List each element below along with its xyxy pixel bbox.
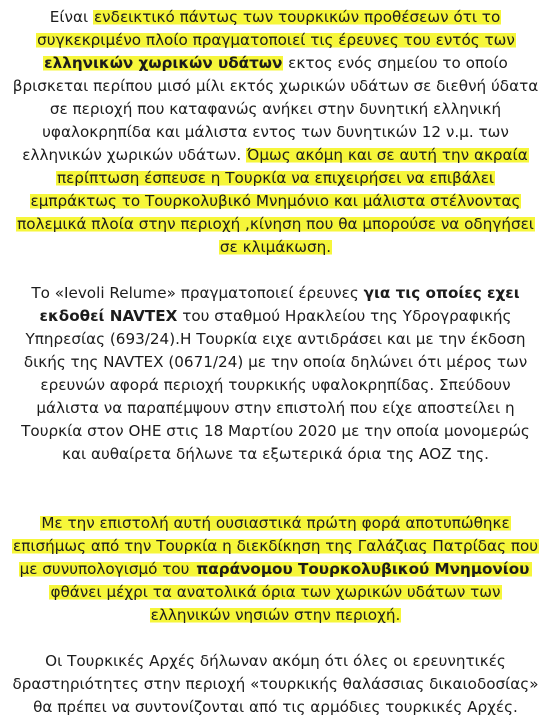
- paragraph-3: [12, 512, 539, 627]
- p1-highlight-2: Όμως ακόμη και σε αυτή την ακραία περίπτωση έσπευσε η Τουρκία να επιχειρήσει να επιβάλει εμπράκτως το Τουρκολυβικό Μνημόνιο και μάλιστα στέλνοντας πολεμικά πλοία στην περιοχή ,κίνηση που θα μπορούσε να οδηγήσει σε κλιμάκωση.: [17, 146, 534, 256]
- p3-highlight-bold: [195, 560, 530, 578]
- paragraph-2: [12, 282, 539, 466]
- p3-bold-text: παράνομου Τουρκολυβικού Μνημονίου: [196, 560, 530, 578]
- paragraph-4: [12, 650, 539, 719]
- p1-highlight-1: ενδεικτικό πάντως των τουρκικών προθέσεων ότι το συγκεκριμένο πλοίο πραγματοποιεί τις έρευνες του εντός των: [37, 8, 515, 49]
- p3-highlight-2: φθάνει μέχρι τα ανατολικά όρια των χωρικών υδάτων των ελληνικών νησιών στην περιοχή.: [49, 560, 532, 624]
- p2-text-rest: του σταθμού Ηρακλείου της Υδρογραφικής Υπηρεσίας (693/24).Η Τουρκία ειχε αντιδράσει και με την έκδοση δικής της NAVTEX (0671/24) με την οποία δηλώνει ότι μέρος των ερευνών αφορά περιοχή τουρκικής υφαλοκρηπίδας. Σπεύδουν μάλιστα να παραπέμψουν στην επιστολή που είχε αποστείλει η Τουρκία στον ΟΗΕ στις 18 Μαρτίου 2020 με την οποία μονομερώς και αυθαίρετα δήλωνε τα εξωτερικά όρια της ΑΟΖ της.: [21, 307, 530, 463]
- p1-text-start: Είναι: [49, 8, 93, 26]
- p1-bold-text: ελληνικών χωρικών υδάτων: [44, 54, 283, 72]
- p2-text-start: Το «Ievoli Relume» πραγματοποιεί έρευνες: [31, 284, 364, 302]
- p3-highlight-1: Με την επιστολή αυτή ουσιαστικά πρώτη φορά αποτυπώθηκε επισήμως από την Τουρκία η διεκδίκηση της Γαλάζιας Πατρίδας που με συνυπολογισμό του: [13, 514, 539, 578]
- p4-text: Οι Τουρκικές Αρχές δήλωναν ακόμη ότι όλες οι ερευνητικές δραστηριότητες στην περιοχή «τουρκικής θαλάσσιας δικαιοδοσίας» θα πρέπει να συντονίζονται από τις αρμόδιες τουρκικές Αρχές.: [12, 652, 539, 716]
- paragraph-1: [12, 6, 539, 259]
- p2-bold-text: για τις οποίες εχει εκδοθεί NAVTEX: [39, 284, 520, 325]
- p1-highlight-bold: [43, 54, 283, 72]
- p1-text-middle: εκτος ενός σημείου το οποίο βρισκεται περίπου μισό μίλι εκτός χωρικών υδάτων σε διεθνή ύδατα σε περιοχή που καταφανώς ανήκει στην δυνητική ελληνική υφαλοκρηπίδα και μάλιστα εντος των δυνητικών 12 ν.μ. των ελληνικών χωρικών υδάτων.: [12, 54, 539, 164]
